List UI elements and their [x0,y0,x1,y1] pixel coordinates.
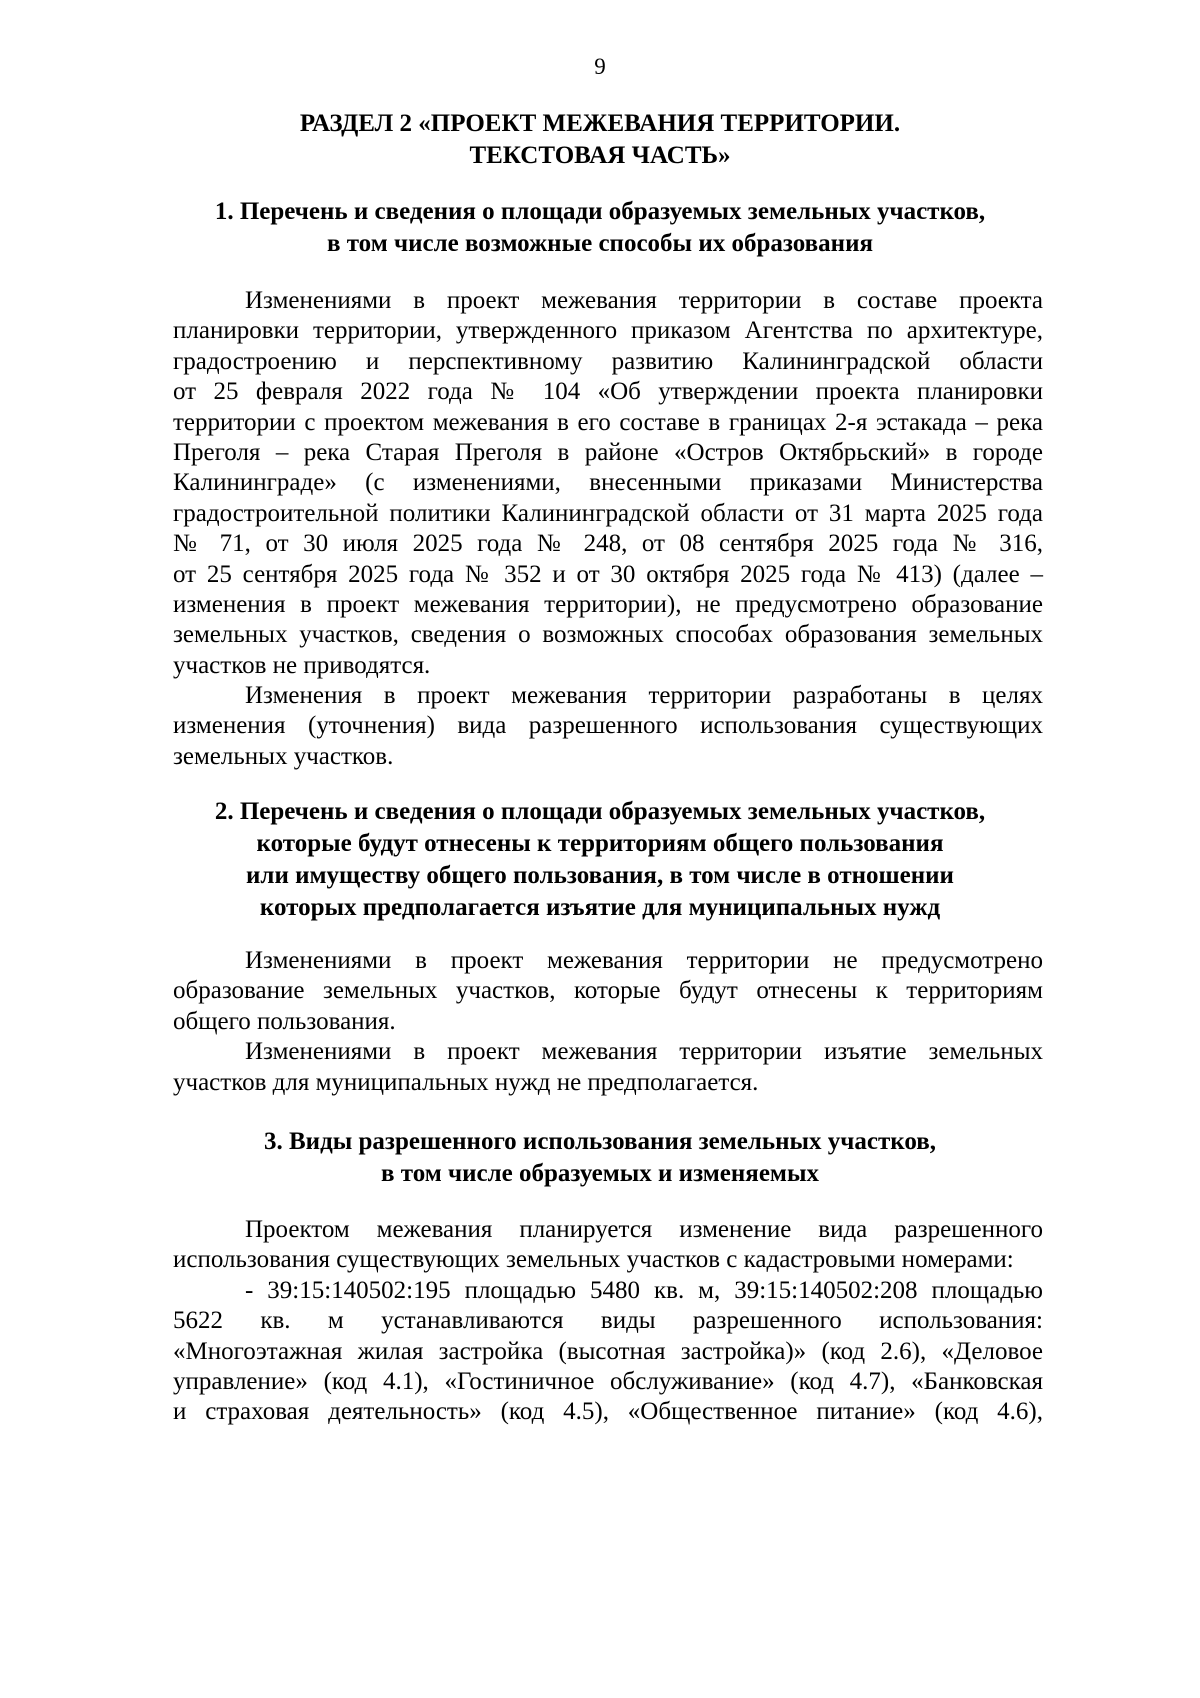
text-line: - 39:15:140502:195 площадью 5480 кв. м, 39:15:140502:208 площадью [245,1276,1043,1304]
heading-line: 2. Перечень и сведения о площади образуемых земельных участков, [214,798,986,825]
text-line: № 71, от 30 июля 2025 года № 248, от 08 сентября 2025 года № 316, [173,530,1043,558]
paragraph-3 [173,946,1043,1098]
text-line: земельных участков, сведения о возможных способах образования земельных [173,621,1043,649]
paragraph-1 [173,286,1043,772]
heading-1 [150,196,1050,260]
text-line: участков не приводятся. [173,651,431,679]
text-line: участков для муниципальных нужд не предполагается. [173,1068,759,1096]
section-title-line: ТЕКСТОВАЯ ЧАСТЬ» [469,142,731,169]
heading-line: в том числе возможные способы их образования [326,230,873,257]
text-line: планировки территории, утвержденного приказом Агентства по архитектуре, [173,317,1043,345]
text-line: Преголя – река Старая Преголя в районе «Остров Октябрьский» в городе [173,438,1043,466]
text-line: градостроению и перспективному развитию Калининградской области [173,347,1043,375]
text-line: изменения (уточнения) вида разрешенного использования существующих [173,712,1043,740]
heading-3 [150,1126,1050,1190]
text-line: «Многоэтажная жилая застройка (высотная застройка)» (код 2.6), «Деловое [173,1337,1043,1365]
text-line: общего пользования. [173,1007,396,1035]
heading-line: или имуществу общего пользования, в том числе в отношении [246,862,954,889]
text-line: Изменениями в проект межевания территории не предусмотрено [245,947,1043,974]
text-line: Изменениями в проект межевания территории в составе проекта [245,287,1043,314]
heading-line: которые будут отнесены к территориям общего пользования [256,830,944,857]
text-line: образование земельных участков, которые будут отнесены к территориям [173,977,1043,1005]
paragraph-5 [173,1215,1043,1428]
text-line: градостроительной политики Калининградской области от 31 марта 2025 года [173,499,1043,527]
section-title-line: РАЗДЕЛ 2 «ПРОЕКТ МЕЖЕВАНИЯ ТЕРРИТОРИИ. [299,110,901,137]
text-line: использования существующих земельных участков с кадастровыми номерами: [173,1246,1014,1274]
text-line: от 25 сентября 2025 года № 352 и от 30 октября 2025 года № 413) (далее – [173,560,1043,588]
text-line: и страховая деятельность» (код 4.5), «Общественное питание» (код 4.6), [173,1398,1043,1426]
text-line: управление» (код 4.1), «Гостиничное обслуживание» (код 4.7), «Банковская [173,1367,1043,1395]
text-line: 5622 кв. м устанавливаются виды разрешенного использования: [173,1307,1043,1335]
section-title [150,108,1050,172]
heading-2 [150,796,1050,924]
text-line: территории с проектом межевания в его составе в границах 2-я эстакада – река [173,408,1043,436]
text-line: Изменениями в проект межевания территории изъятие земельных [245,1038,1043,1066]
text-line: от 25 февраля 2022 года № 104 «Об утверждении проекта планировки [173,378,1043,406]
text-line: Проектом межевания планируется изменение вида разрешенного [245,1216,1043,1243]
heading-line: 3. Виды разрешенного использования земельных участков, [264,1128,936,1155]
text-line: изменения в проект межевания территории), не предусмотрено образование [173,590,1043,618]
heading-line: которых предполагается изъятие для муниципальных нужд [259,894,941,921]
text-line: земельных участков. [173,742,394,770]
heading-line: 1. Перечень и сведения о площади образуемых земельных участков, [214,198,986,225]
heading-line: в том числе образуемых и изменяемых [381,1160,819,1187]
page-number: 9 [594,54,606,79]
text-line: Изменения в проект межевания территории разработаны в целях [245,682,1043,710]
text-line: Калининграде» (с изменениями, внесенными приказами Министерства [173,469,1043,497]
